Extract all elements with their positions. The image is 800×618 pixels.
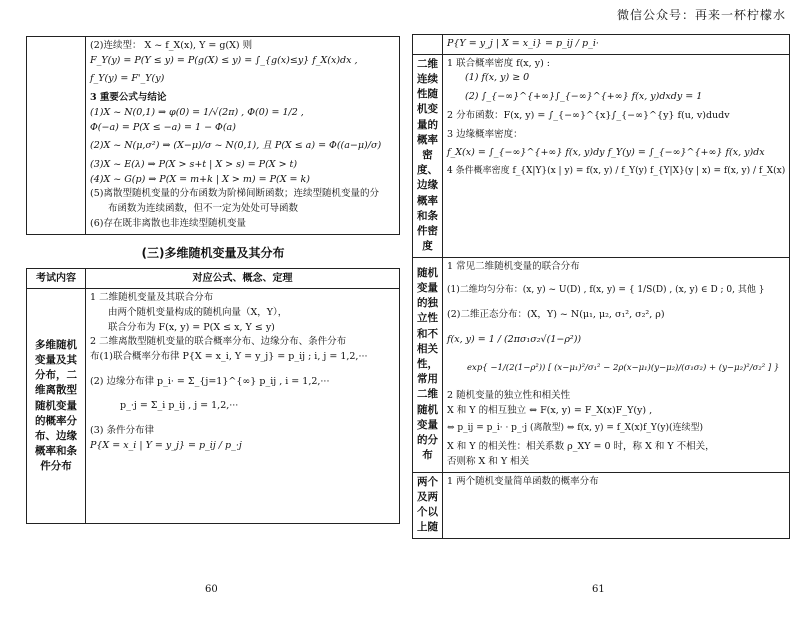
right-table [412,34,790,539]
line: 联合分布为 F(x, y) = P(X ≤ x, Y ≤ y) [108,321,275,333]
line: (1)X ~ N(0,1) ⇒ φ(0) = 1/√(2π) , Φ(0) = 1/2 , [90,106,304,118]
line: 4 条件概率密度 f_{X|Y}(x | y) = f(x, y) / f_Y(y) f_{Y|X}(y | x) = f(x, y) / f_X(x) [447,166,786,177]
top-formula: P{Y = y_j | X = x_i} = p_ij / p_i· [443,35,790,55]
line: (6)存在既非离散也非连续型随机变量 [90,217,246,229]
header-text: 微信公众号：再来一杯柠檬水 [616,8,786,22]
line: f(x, y) = 1 / (2πσ₁σ₂√(1−ρ²)) [447,333,582,345]
right-page [412,34,786,539]
page-number-left: 60 [205,584,218,595]
table-header-exam-content: 考试内容 [27,268,86,289]
left-page [26,36,400,524]
line: (4)X ~ G(p) ⇒ P(X = m+k | X > m) = P(X = k) [90,173,310,185]
category-cell: 多维随机变量及其分布，二维离散型随机变量的概率分布、边缘概率和条件分布 [27,289,86,524]
left-top-content [86,37,400,235]
section-title: (三)多维随机变量及其分布 [141,245,285,260]
line: 布(1)联合概率分布律 P{X = x_i, Y = y_j} = p_ij ; i, j = 1,2,··· [90,351,368,362]
line: (2) 边缘分布律 p_i· = Σ_{j=1}^{∞} p_ij , i = 1,2,··· [90,375,330,387]
line: p_·j = Σ_i p_ij , j = 1,2,··· [120,400,239,412]
line: F_Y(y) = P(Y ≤ y) = P(g(X) ≤ y) = ∫_{g(x)≤y} f_X(x)dx , [90,54,358,66]
line: 由两个随机变量构成的随机向量（X，Y）， [108,306,288,318]
category-cell: 二维连续性随机变量的概率密度、边缘概率和条件密度 [413,54,443,257]
line: f_X(x) = ∫_{−∞}^{+∞} f(x, y)dy f_Y(y) = ∫_{−∞}^{+∞} f(x, y)dx [447,147,765,159]
line: 1 常见二维随机变量的联合分布 [447,260,580,272]
line: (2)X ~ N(μ,σ²) ⇒ (X−μ)/σ ~ N(0,1), 且 P(X ≤ a) = Φ((a−μ)/σ) [90,140,382,152]
line: (1)二维均匀分布：(x, y) ~ U(D) , f(x, y) = { 1/S(D) , (x, y) ∈ D ; 0, 其他 } [447,285,765,296]
category-cell: 随机变量的独立性和不相关性，常用二维随机变量的分布 [413,257,443,472]
line: 2 分布函数：F(x, y) = ∫_{−∞}^{x}∫_{−∞}^{y} f(u, v)dudv [447,109,730,121]
line: P{X = x_i | Y = y_j} = p_ij / p_·j [90,439,242,451]
line: 3 边缘概率密度： [447,128,523,140]
line: 3 重要公式与结论 [90,92,167,104]
left-top-empty-cell [27,37,86,235]
line: X 和 Y 的相关性：相关系数 ρ_XY = 0 时，称 X 和 Y 不相关， [447,441,715,453]
line: (1) f(x, y) ≥ 0 [465,72,530,84]
line: (2) ∫_{−∞}^{+∞}∫_{−∞}^{+∞} f(x, y)dxdy = 1 [465,91,703,103]
page-number-right: 61 [592,584,605,595]
category-cell: 两个及两个以上随 [413,472,443,538]
line: ⇔ p_ij = p_i· · p_·j (离散型) ⇔ f(x, y) = f_X(x)f_Y(y)(连续型) [447,423,703,434]
line: f_Y(y) = F'_Y(y) [90,73,165,85]
line: 否则称 X 和 Y 相关 [447,455,530,467]
line: (5)离散型随机变量的分布函数为阶梯间断函数；连续型随机变量的分 [90,188,379,200]
line: 2 二维离散型随机变量的联合概率分布、边缘分布、条件分布 [90,336,347,348]
line: Φ(−a) = P(X ≤ −a) = 1 − Φ(a) [90,121,236,133]
line: X 和 Y 的相互独立 ⇔ F(x, y) = F_X(x)F_Y(y) , [447,404,653,416]
line: 2 随机变量的独立性和相关性 [447,389,571,401]
content-cell [443,257,790,472]
left-top-table [26,36,400,235]
right-top-empty-cell [413,35,443,55]
line: (3)X ~ E(λ) ⇒ P(X > s+t | X > s) = P(X > t) [90,159,298,171]
line: exp{ −1/(2(1−ρ²)) [ (x−μ₁)²/σ₁² − 2ρ(x−μ₁)(y−μ₂)/(σ₁σ₂) + (y−μ₂)²/σ₂² ] } [467,362,780,373]
content-cell: 1 两个随机变量简单函数的概率分布 [443,472,790,538]
left-main-table [26,268,400,525]
table-header-formulas: 对应公式、概念、定理 [86,268,400,289]
line: (2)连续型： X ~ f_X(x), Y = g(X) 则 [90,40,253,51]
line: 1 二维随机变量及其联合分布 [90,292,214,304]
line: (3) 条件分布律 [90,425,154,437]
line: 布函数为连续函数，但不一定为处处可导函数 [108,203,299,215]
content-cell [443,54,790,257]
content-cell [86,289,400,524]
line: 1 联合概率密度 f(x, y) : [447,57,550,69]
line: (2)二维正态分布：(X，Y) ~ N(μ₁, μ₂, σ₁², σ₂², ρ) [447,309,665,321]
